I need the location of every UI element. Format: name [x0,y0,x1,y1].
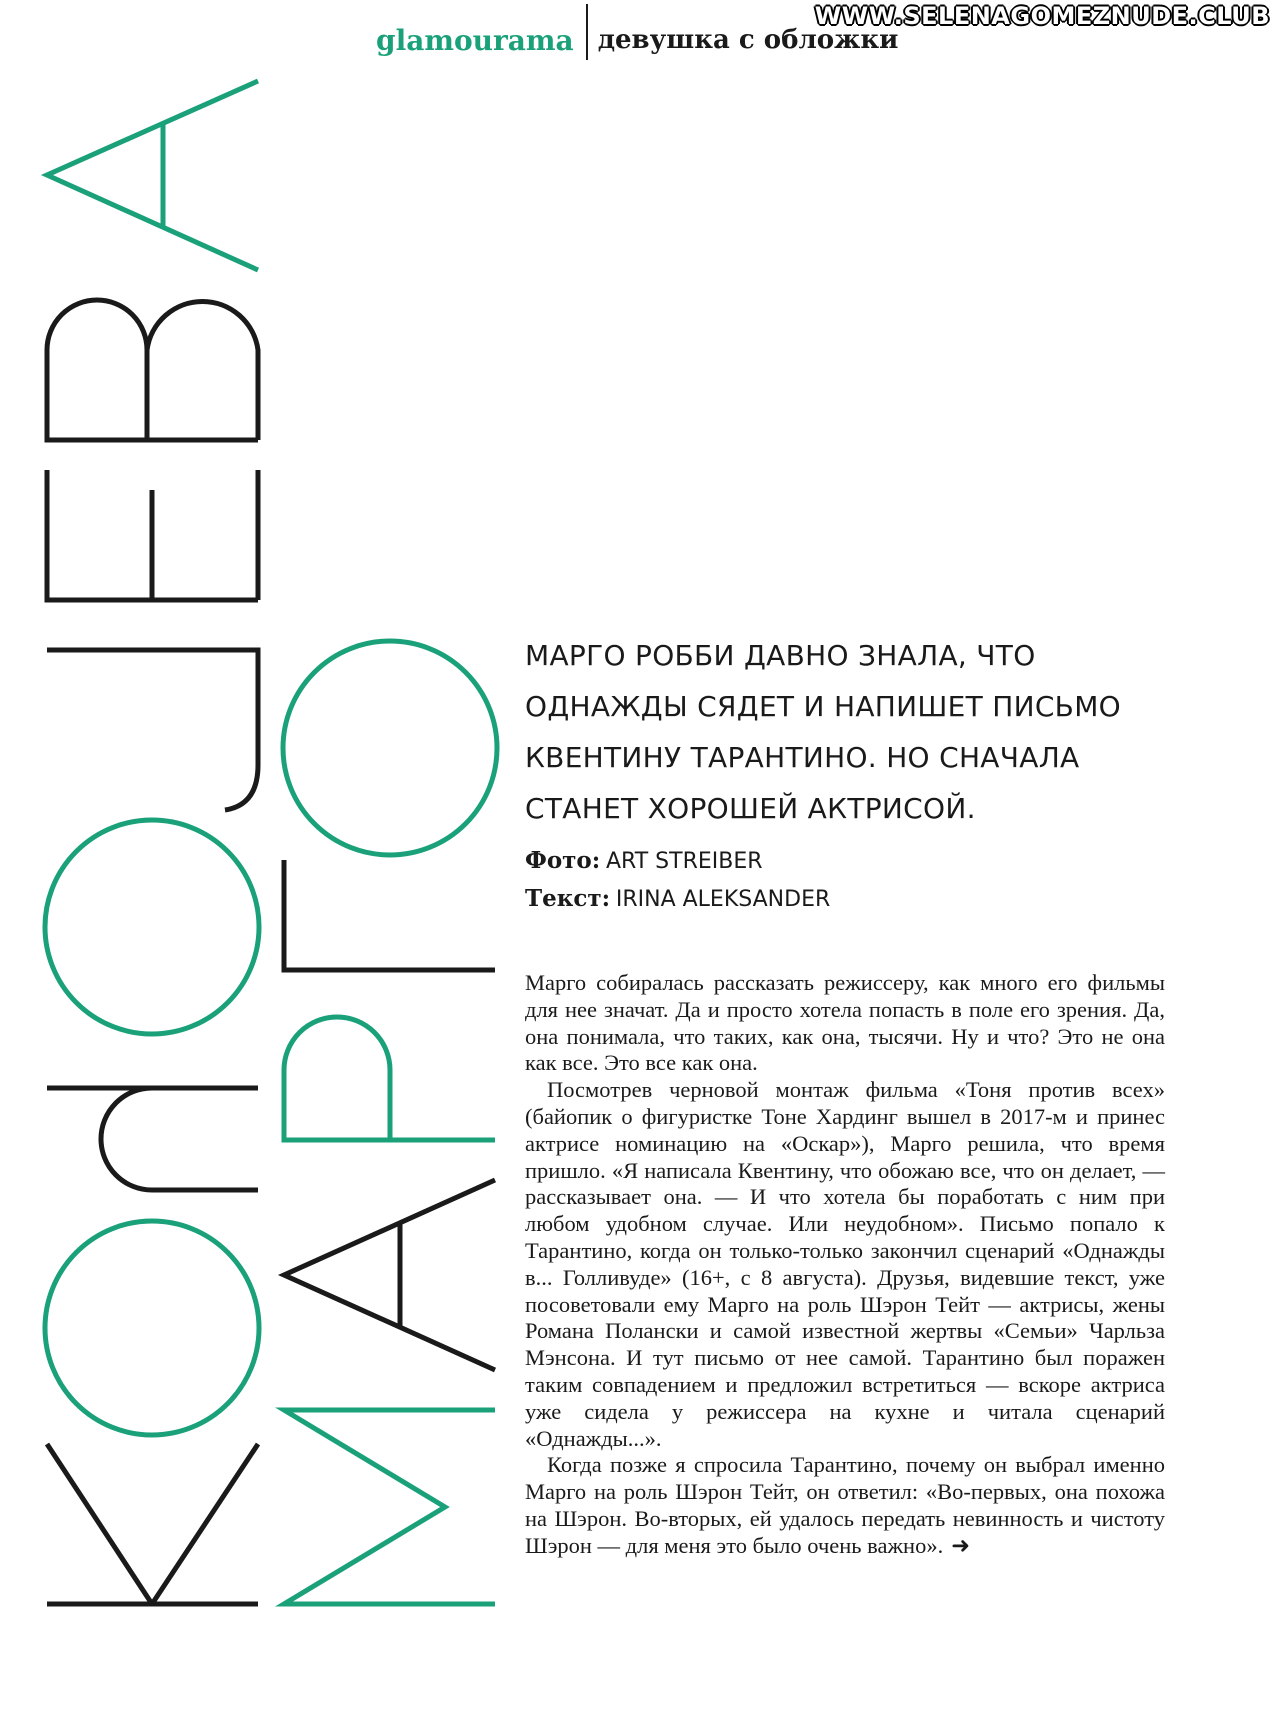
credit-photo [525,842,1165,880]
title-letter-k [47,1444,258,1604]
body-paragraph-3 [525,1452,1165,1559]
credit-text [525,880,1165,918]
title-letter-l [47,650,258,810]
title-letter-a1 [47,81,258,270]
credit-photo-name: ART STREIBER [606,849,763,874]
credits-block [525,842,1165,918]
title-word-1 [45,81,259,1604]
title-letter-r2 [284,1017,495,1140]
title-letter-m [284,1410,495,1604]
title-letter-o3 [283,641,497,855]
title-letter-a2 [284,1180,495,1370]
title-word-2 [283,641,497,1604]
title-letter-e [47,470,258,600]
section-name: glamourama [376,23,574,57]
title-lettering [0,0,520,1709]
article-body [525,970,1165,1560]
credit-text-name: IRINA ALEKSANDER [615,887,831,912]
credit-text-label: Текст: [525,885,611,912]
body-paragraph-1: Марго собиралась рассказать режиссеру, как много его фильмы для нее значат. Да и просто хотела попасть в поле его зрения. Да, она понимала, что таких, как она, тысячи. Ну и что? Это не она как все. Это все как она. [525,970,1165,1076]
body-paragraph-3-text: Когда позже я спросила Тарантино, почему он выбрал именно Марго на роль Шэрон Тейт, он ответил: «Во-первых, она похожа на Шэрон. Во-вторых, ей удалось передать невинность и чистоту Шэрон — для меня это было очень важно». [525,1452,1165,1558]
body-paragraph-2: Посмотрев черновой монтаж фильма «Тоня против всех» (байопик о фигуристке Тоне Хардинг вышел в 2017-м и принес актрисе номинацию на «Оскар»), Марго решила, что время пришло. «Я написала Квентину, что обожаю все, что он делает, — рассказывает она. — И что хотела бы поработать с ним при любом удобном случае. Или неудобном». Письмо попало к Тарантино, когда он только-только закончил сценарий «Однажды в... Голливуде» (16+, с 8 августа). Друзья, видевшие текст, уже посоветовали ему Марго на роль Шэрон Тейт — актрисы, жены Романа Полански и самой известной жертвы «Семьи» Чарльза Мэнсона. И тут письмо от нее самой. Тарантино был поражен таким совпадением и предложил встретиться — вскоре актриса уже сидела у режиссера на кухне и читала сценарий «Однажды...». [525,1077,1165,1451]
title-letter-o1 [45,1221,259,1435]
title-letter-o2 [45,820,259,1034]
watermark-text: WWW.SELENAGOMEZNUDE.CLUB [814,2,1270,30]
rubric-name: девушка с обложки [597,25,899,55]
lead-paragraph: МАРГО РОББИ ДАВНО ЗНАЛА, ЧТО ОДНАЖДЫ СЯДЕТ И НАПИШЕТ ПИСЬМО КВЕНТИНУ ТАРАНТИНО. НО СНАЧАЛА СТАНЕТ ХОРОШЕЙ АКТРИСОЙ. [525,639,1121,825]
arrow-right-icon: ➜ [951,1532,971,1559]
title-letter-g [284,860,495,970]
title-letter-r [47,1088,258,1190]
header-divider [586,4,588,60]
title-letter-v [47,300,258,440]
credit-photo-label: Фото: [525,847,601,874]
